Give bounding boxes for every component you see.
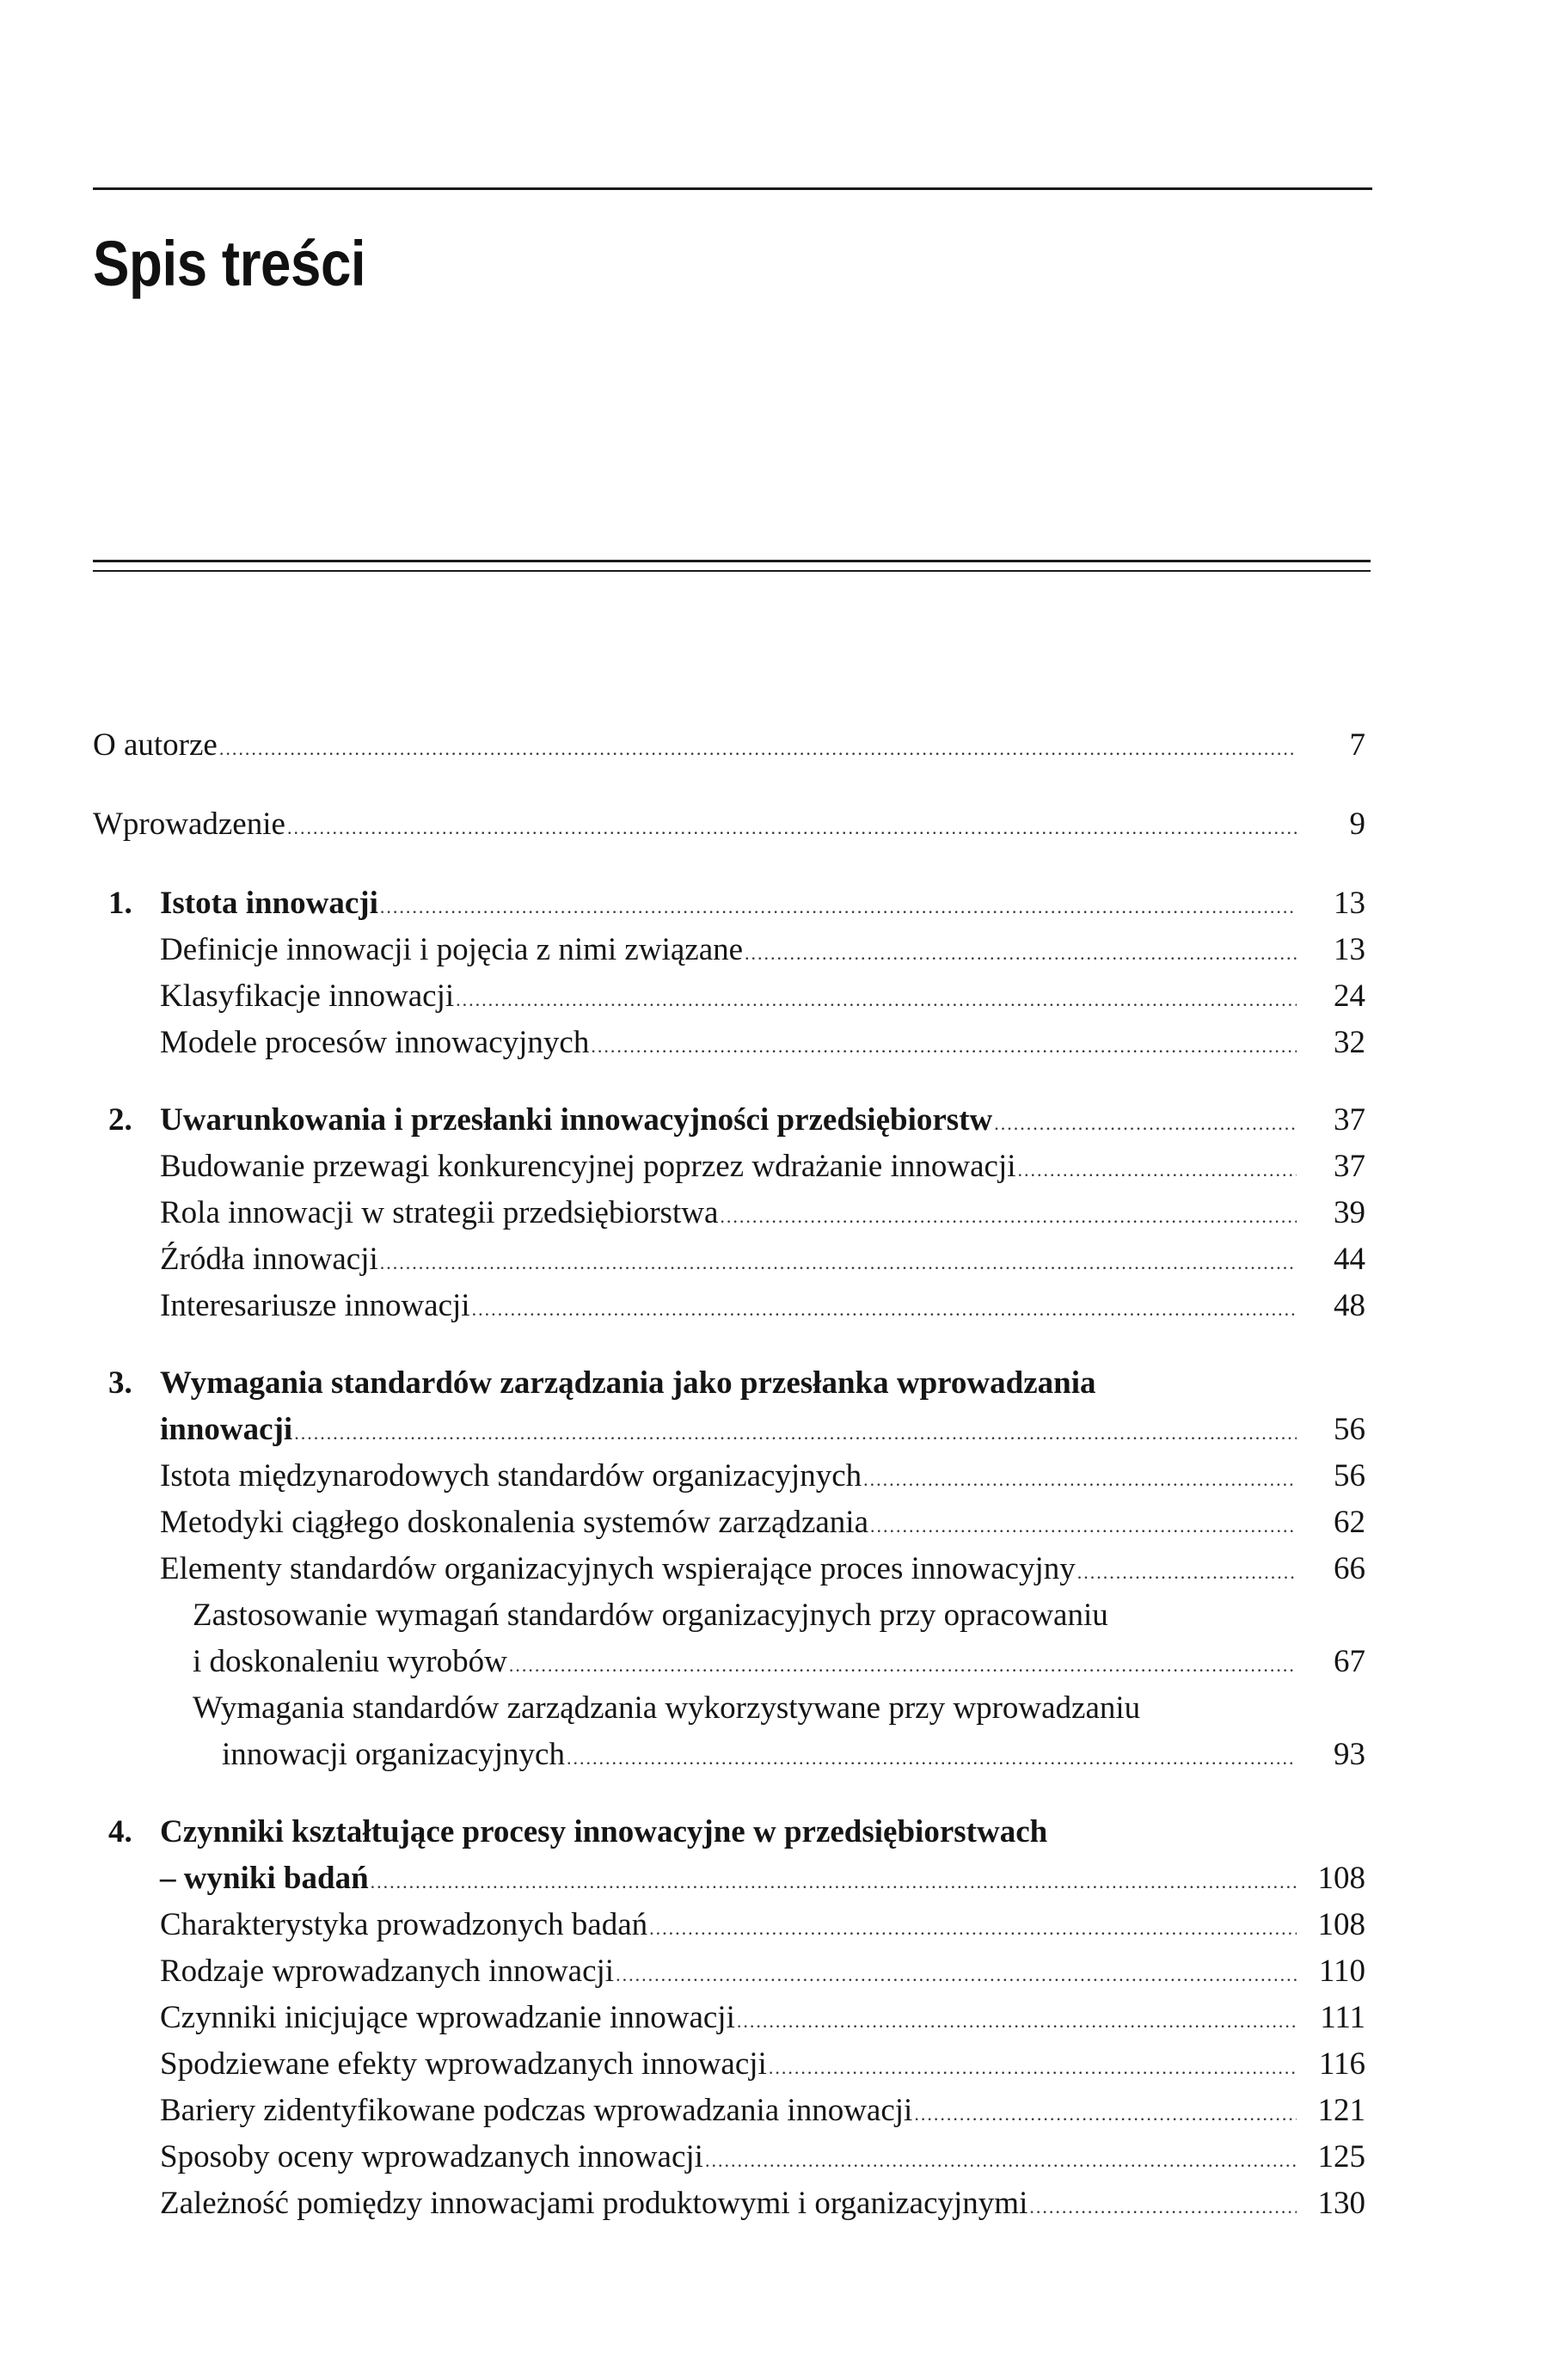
subsection-title-line1: Zastosowanie wymagań standardów organizacyjnych przy opracowaniu: [193, 1598, 1108, 1633]
toc-section[interactable]: [93, 927, 1365, 973]
section-title: Czynniki inicjujące wprowadzanie innowacji: [160, 2000, 735, 2035]
toc-page-number: 39: [1334, 1195, 1365, 1230]
toc-subsection-line1[interactable]: [93, 1685, 1365, 1732]
section-title: Źródła innowacji: [160, 1242, 378, 1277]
section-title: Modele procesów innowacyjnych: [160, 1025, 590, 1060]
section-title: Rodzaje wprowadzanych innowacji: [160, 1954, 615, 1989]
toc-chapter-3-line1[interactable]: [93, 1360, 1365, 1407]
toc-section[interactable]: [93, 1453, 1365, 1500]
toc-page-number: 93: [1334, 1737, 1365, 1772]
leader-dots: [745, 930, 1297, 977]
section-title: Bariery zidentyfikowane podczas wprowadzania innowacji: [160, 2093, 913, 2128]
leader-dots: [616, 1952, 1297, 1998]
chapter-title-line2: – wyniki badań: [160, 1861, 369, 1896]
toc-page-number: 56: [1334, 1458, 1365, 1494]
toc-section[interactable]: [93, 2181, 1365, 2227]
toc-section[interactable]: [93, 973, 1365, 1020]
subsection-title-line1: Wymagania standardów zarządzania wykorzystywane przy wprowadzaniu: [193, 1690, 1141, 1726]
toc-page-number: 13: [1334, 886, 1365, 921]
toc-section[interactable]: [93, 1190, 1365, 1236]
chapter-title: Uwarunkowania i przesłanki innowacyjności przedsiębiorstw: [160, 1102, 993, 1138]
toc-chapter-2[interactable]: [93, 1097, 1365, 1144]
section-title: Rola innowacji w strategii przedsiębiorstwa: [160, 1195, 719, 1230]
toc-page-number: 9: [1349, 807, 1365, 842]
section-title: Elementy standardów organizacyjnych wspierające proces innowacyjny: [160, 1551, 1076, 1586]
toc-page-number: 108: [1317, 1861, 1365, 1896]
toc-section[interactable]: [93, 1500, 1365, 1546]
leader-dots: [294, 1410, 1297, 1457]
toc-page-number: 37: [1334, 1102, 1365, 1138]
leader-dots: [705, 2138, 1297, 2184]
toc-page-number: 125: [1317, 2139, 1365, 2175]
toc-page-number: 110: [1318, 1954, 1365, 1989]
toc-page-number: 121: [1317, 2093, 1365, 2128]
toc-page-number: 44: [1334, 1242, 1365, 1277]
toc-chapter-4-line1[interactable]: [93, 1809, 1365, 1856]
toc-chapter-4-line2[interactable]: [93, 1856, 1365, 1902]
leader-dots: [380, 1240, 1297, 1286]
toc-page-number: 13: [1334, 932, 1365, 967]
toc-page-number: 111: [1320, 2000, 1365, 2035]
section-title: Metodyki ciągłego doskonalenia systemów zarządzania: [160, 1505, 868, 1540]
toc-section[interactable]: [93, 1546, 1365, 1592]
toc-chapter-1[interactable]: [93, 880, 1365, 927]
toc-page-number: 66: [1334, 1551, 1365, 1586]
toc-section[interactable]: [93, 2041, 1365, 2088]
section-title: Definicje innowacji i pojęcia z nimi związane: [160, 932, 744, 967]
toc-page-number: 108: [1317, 1907, 1365, 1942]
leader-dots: [567, 1735, 1297, 1782]
leader-dots: [456, 977, 1297, 1023]
chapter-title-line2: innowacji: [160, 1412, 293, 1447]
toc-page-number: 48: [1334, 1288, 1365, 1323]
leader-dots: [509, 1642, 1297, 1689]
leader-dots: [219, 726, 1297, 772]
leader-dots: [737, 1998, 1297, 2045]
divider-rule-thin: [93, 570, 1371, 572]
leader-dots: [649, 1905, 1297, 1952]
section-title: Budowanie przewagi konkurencyjnej poprzez wdrażanie innowacji: [160, 1149, 1016, 1184]
section-title: Interesariusze innowacji: [160, 1288, 470, 1323]
top-rule: [93, 187, 1372, 190]
section-title: Charakterystyka prowadzonych badań: [160, 1907, 648, 1942]
leader-dots: [472, 1286, 1297, 1333]
toc-entry-label: Wprowadzenie: [93, 807, 285, 842]
subsection-title-line2: i doskonaleniu wyrobów: [193, 1644, 507, 1679]
chapter-number: 4.: [108, 1814, 132, 1849]
leader-dots: [371, 1859, 1297, 1905]
toc-section[interactable]: [93, 1995, 1365, 2041]
toc-section[interactable]: [93, 1144, 1365, 1190]
toc-section[interactable]: [93, 1948, 1365, 1995]
leader-dots: [769, 2045, 1297, 2091]
toc-section[interactable]: [93, 1283, 1365, 1329]
toc-section[interactable]: [93, 2134, 1365, 2181]
toc-section[interactable]: [93, 1020, 1365, 1066]
toc-chapter-3-line2[interactable]: [93, 1407, 1365, 1453]
table-of-contents: [93, 722, 1365, 2227]
subsection-title-line2: innowacji organizacyjnych: [222, 1737, 565, 1772]
chapter-number: 2.: [108, 1102, 132, 1138]
toc-subsection-line2[interactable]: [93, 1639, 1365, 1685]
chapter-title-line1: Czynniki kształtujące procesy innowacyjne w przedsiębiorstwach: [160, 1814, 1048, 1849]
toc-page-number: 32: [1334, 1025, 1365, 1060]
leader-dots: [720, 1193, 1297, 1240]
leader-dots: [1018, 1147, 1297, 1193]
chapter-title: Istota innowacji: [160, 886, 378, 921]
leader-dots: [870, 1503, 1297, 1549]
toc-section[interactable]: [93, 1902, 1365, 1948]
divider-rule-thick: [93, 560, 1371, 562]
leader-dots: [914, 2091, 1297, 2138]
section-title: Klasyfikacje innowacji: [160, 978, 455, 1014]
chapter-number: 3.: [108, 1365, 132, 1401]
toc-section[interactable]: [93, 2088, 1365, 2134]
toc-page-number: 62: [1334, 1505, 1365, 1540]
page-title: Spis treści: [93, 228, 366, 299]
chapter-number: 1.: [108, 886, 132, 921]
leader-dots: [994, 1101, 1297, 1147]
toc-entry-wprowadzenie[interactable]: [93, 801, 1365, 848]
toc-page-number: 130: [1317, 2186, 1365, 2221]
leader-dots: [287, 805, 1297, 851]
toc-page-number: 116: [1318, 2046, 1365, 2082]
leader-dots: [863, 1457, 1297, 1503]
leader-dots: [1029, 2184, 1297, 2230]
toc-entry-label: O autorze: [93, 727, 218, 763]
toc-page-number: 37: [1334, 1149, 1365, 1184]
toc-section[interactable]: [93, 1236, 1365, 1283]
toc-page-number: 56: [1334, 1412, 1365, 1447]
toc-page-number: 24: [1334, 978, 1365, 1014]
leader-dots: [1077, 1549, 1297, 1596]
toc-subsection-line2[interactable]: [93, 1732, 1365, 1778]
toc-page-number: 7: [1349, 727, 1365, 763]
toc-entry-o-autorze[interactable]: [93, 722, 1365, 769]
chapter-title-line1: Wymagania standardów zarządzania jako przesłanka wprowadzania: [160, 1365, 1096, 1401]
section-title: Zależność pomiędzy innowacjami produktowymi i organizacyjnymi: [160, 2186, 1028, 2221]
section-title: Spodziewane efekty wprowadzanych innowacji: [160, 2046, 767, 2082]
toc-page-number: 67: [1334, 1644, 1365, 1679]
leader-dots: [380, 884, 1297, 930]
leader-dots: [591, 1023, 1297, 1070]
toc-subsection-line1[interactable]: [93, 1592, 1365, 1639]
section-title: Istota międzynarodowych standardów organizacyjnych: [160, 1458, 862, 1494]
section-title: Sposoby oceny wprowadzanych innowacji: [160, 2139, 703, 2175]
